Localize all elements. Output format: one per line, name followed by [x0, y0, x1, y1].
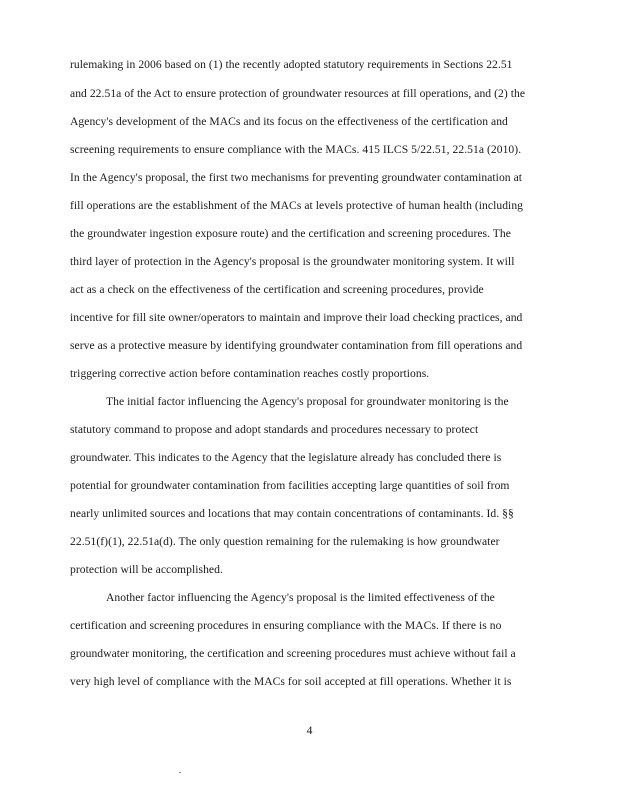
paragraph-1-line-11: serve as a protective measure by identifying groundwater contamination from fill operations and — [70, 339, 523, 352]
paragraph-1-line-4: screening requirements to ensure compliance with the MACs. 415 ILCS 5/22.51, 22.51a (2010). — [70, 143, 522, 156]
paragraph-1-line-5: In the Agency's proposal, the first two mechanisms for preventing groundwater contamination at — [70, 171, 523, 184]
paragraph-1-line-2: and 22.51a of the Act to ensure protection of groundwater resources at fill operations, and (2) the — [70, 87, 526, 100]
scan-speck — [179, 772, 181, 773]
paragraph-3-line-3: groundwater monitoring, the certification and screening procedures must achieve without fail a — [70, 647, 516, 660]
paragraph-2-line-3: groundwater. This indicates to the Agency that the legislature already has concluded there is — [70, 451, 502, 464]
page-number: 4 — [306, 724, 313, 737]
paragraph-2-line-7: protection will be accomplished. — [70, 563, 223, 576]
paragraph-1-line-6: fill operations are the establishment of the MACs at levels protective of human health (including — [70, 199, 524, 212]
paragraph-3-line-2: certification and screening procedures in ensuring compliance with the MACs. If there is no — [70, 619, 502, 632]
paragraph-1-line-7: the groundwater ingestion exposure route) and the certification and screening procedures. The — [70, 227, 511, 240]
paragraph-2-line-5: nearly unlimited sources and locations that may contain concentrations of contaminants. Id. §§ — [70, 507, 514, 520]
paragraph-3-line-1: Another factor influencing the Agency's proposal is the limited effectiveness of the — [106, 591, 495, 604]
paragraph-1-line-12: triggering corrective action before contamination reaches costly proportions. — [70, 367, 430, 380]
paragraph-3-line-4: very high level of compliance with the MACs for soil accepted at fill operations. Whether it is — [70, 675, 512, 688]
paragraph-1-line-1: rulemaking in 2006 based on (1) the recently adopted statutory requirements in Sections 22.51 — [70, 58, 513, 71]
paragraph-2-line-4: potential for groundwater contamination from facilities accepting large quantities of soil from — [70, 479, 510, 492]
paragraph-1-line-8: third layer of protection in the Agency's proposal is the groundwater monitoring system. It will — [70, 255, 515, 268]
paragraph-2-line-1: The initial factor influencing the Agency's proposal for groundwater monitoring is the — [106, 395, 509, 408]
paragraph-1-line-10: incentive for fill site owner/operators to maintain and improve their load checking practices, and — [70, 311, 523, 324]
paragraph-1-line-9: act as a check on the effectiveness of the certification and screening procedures, provide — [70, 283, 484, 296]
paragraph-2-line-2: statutory command to propose and adopt standards and procedures necessary to protect — [70, 423, 479, 436]
paragraph-1-line-3: Agency's development of the MACs and its focus on the effectiveness of the certification and — [70, 115, 508, 128]
paragraph-2-line-6: 22.51(f)(1), 22.51a(d). The only question remaining for the rulemaking is how groundwater — [70, 535, 500, 548]
